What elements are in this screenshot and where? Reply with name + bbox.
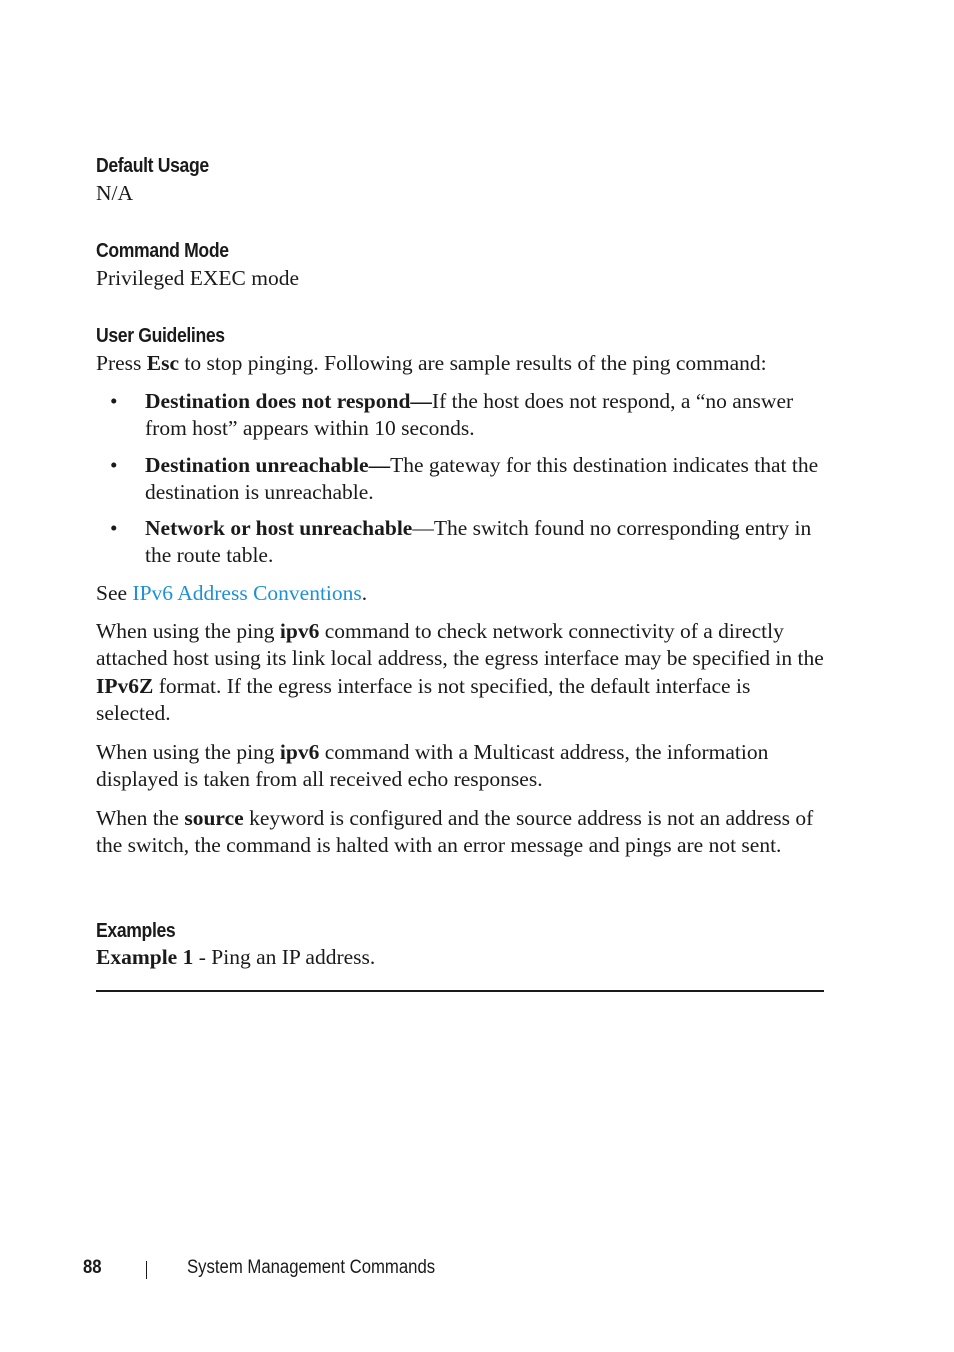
footer-separator [146,1261,147,1279]
bullet-term: Destination does not respond— [145,389,432,413]
source-keyword-paragraph: When the source keyword is configured and the source address is not an address of the switch, the command is halted with an error message and pings are not sent. [96,806,814,858]
bullet-marker: • [110,516,118,541]
bullet-marker: • [110,389,118,413]
command-mode-heading: Command Mode [96,240,229,262]
user-guidelines-intro: Press Esc to stop pinging. Following are sample results of the ping command: [96,351,767,375]
bullet-text: If the host does not respond, a “no answer from host” appears within 10 seconds. [145,389,794,441]
bullet-term: Destination unreachable— [145,452,391,477]
examples-heading: Examples [96,920,176,942]
user-guidelines-heading: User Guidelines [96,325,225,347]
command-mode-body: Privileged EXEC mode [96,266,300,290]
bullet-text: —The switch found no corresponding entry in the route table. [145,516,812,568]
ipv6-multicast-paragraph: When using the ping ipv6 command with a Multicast address, the information displayed is taken from all received echo responses. [96,740,769,792]
ipv6-link-local-paragraph: When using the ping ipv6 command to check network connectivity of a directly attached host using its link local address, the egress interface may be specified in the IPv6Z format. If the egress interface is not specified, the default interface is selected. [96,619,824,725]
footer-chapter-title: System Management Commands [187,1257,436,1278]
bullet-term: Network or host unreachable [145,516,413,541]
default-usage-body: N/A [96,181,134,205]
see-also-paragraph: See IPv6 Address Conventions. [96,581,368,605]
list-item [96,388,824,443]
page-number: 88 [83,1257,102,1278]
list-item [96,515,824,570]
results-bullet-list [96,388,824,579]
example-1-caption: Example 1 - Ping an IP address. [96,945,376,969]
bullet-text: The gateway for this destination indicates that the destination is unreachable. [145,452,819,504]
section-divider [96,990,824,992]
ipv6-address-conventions-link[interactable]: IPv6 Address Conventions [132,581,362,605]
default-usage-heading: Default Usage [96,155,209,177]
bullet-marker: • [110,452,118,477]
list-item [96,452,824,507]
